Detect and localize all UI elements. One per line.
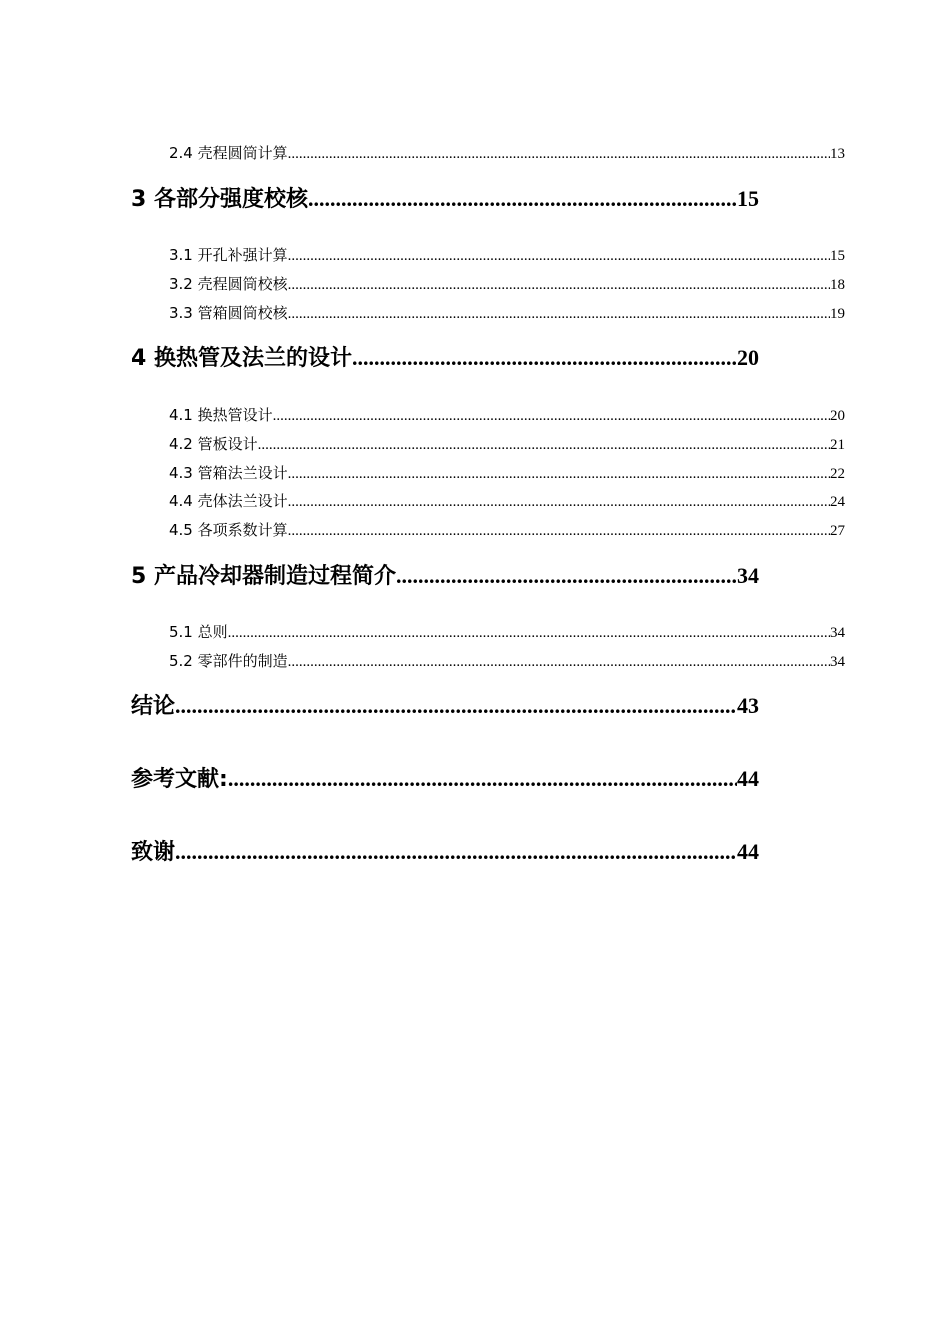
toc-entry-label: 5.2 零部件的制造: [169, 652, 288, 670]
toc-chapter-page: 15: [737, 186, 759, 211]
toc-entry-page: 21: [830, 437, 845, 453]
toc-entry-label: 4.2 管板设计: [169, 435, 258, 453]
toc-chapter-label: 结论: [131, 694, 176, 719]
toc-entry-page: 34: [830, 625, 845, 641]
toc-entry-4-4[interactable]: [169, 490, 845, 512]
toc-entry-label: 3.3 管箱圆筒校核: [169, 304, 288, 322]
toc-entry-label: 5.1 总则: [169, 623, 228, 641]
toc-entry-5-1[interactable]: [169, 621, 845, 643]
toc-leader-dots: [273, 408, 830, 425]
toc-entry-label: 4.4 壳体法兰设计: [169, 492, 288, 510]
toc-entry-page: 20: [830, 408, 845, 424]
toc-chapter-label: 3 各部分强度校核: [131, 187, 308, 212]
toc-entry-label: 2.4 壳程圆筒计算: [169, 144, 288, 162]
toc-leader-dots: [228, 625, 830, 642]
toc-chapter-page: 44: [737, 766, 759, 791]
toc-entry-3-3[interactable]: [169, 302, 845, 324]
toc-entry-5-2[interactable]: [169, 650, 845, 672]
toc-leader-dots: [288, 146, 830, 163]
toc-leader-dots: [396, 563, 737, 589]
toc-leader-dots: [288, 523, 830, 540]
toc-entry-4-5[interactable]: [169, 519, 845, 541]
toc-entry-3-1[interactable]: [169, 244, 845, 266]
toc-chapter-page: 43: [737, 693, 759, 718]
toc-leader-dots: [288, 494, 830, 511]
toc-leader-dots: [288, 654, 830, 671]
toc-entry-label: 3.1 开孔补强计算: [169, 246, 288, 264]
toc-conclusion[interactable]: [131, 689, 759, 721]
toc-chapter-label: 4 换热管及法兰的设计: [131, 346, 352, 371]
toc-entry-3-2[interactable]: [169, 273, 845, 295]
toc-references[interactable]: [131, 762, 759, 794]
toc-chapter-4[interactable]: [131, 341, 759, 373]
toc-entry-label: 4.1 换热管设计: [169, 406, 273, 424]
toc-entry-label: 3.2 壳程圆筒校核: [169, 275, 288, 293]
toc-leader-dots: [175, 693, 737, 719]
toc-leader-dots: [258, 437, 830, 454]
toc-leader-dots: [308, 186, 737, 212]
toc-entry-page: 13: [830, 146, 845, 162]
toc-entry-page: 19: [830, 306, 845, 322]
toc-leader-dots: [175, 839, 737, 865]
toc-chapter-page: 34: [737, 563, 759, 588]
toc-leader-dots: [288, 248, 830, 265]
toc-entry-page: 15: [830, 248, 845, 264]
toc-entry-4-2[interactable]: [169, 433, 845, 455]
toc-chapter-page: 20: [737, 345, 759, 370]
toc-leader-dots: [288, 466, 830, 483]
toc-leader-dots: [288, 306, 830, 323]
toc-entry-4-3[interactable]: [169, 462, 845, 484]
toc-chapter-label: 5 产品冷却器制造过程简介: [131, 564, 396, 589]
toc-entry-page: 18: [830, 277, 845, 293]
toc-entry-label: 4.3 管箱法兰设计: [169, 464, 288, 482]
toc-entry-page: 24: [830, 494, 845, 510]
toc-entry-2-4[interactable]: [169, 142, 845, 164]
toc-entry-page: 27: [830, 523, 845, 539]
toc-entry-4-1[interactable]: [169, 404, 845, 426]
toc-leader-dots: [352, 345, 737, 371]
toc-entry-page: 34: [830, 654, 845, 670]
toc-chapter-label: 致谢: [131, 840, 176, 865]
toc-entry-page: 22: [830, 466, 845, 482]
toc-leader-dots: [228, 766, 737, 792]
toc-acknowledgements[interactable]: [131, 835, 759, 867]
toc-leader-dots: [288, 277, 830, 294]
toc-chapter-label: 参考文献:: [131, 767, 228, 792]
toc-chapter-page: 44: [737, 839, 759, 864]
toc-chapter-3[interactable]: [131, 182, 759, 214]
toc-entry-label: 4.5 各项系数计算: [169, 521, 288, 539]
toc-chapter-5[interactable]: [131, 559, 759, 591]
